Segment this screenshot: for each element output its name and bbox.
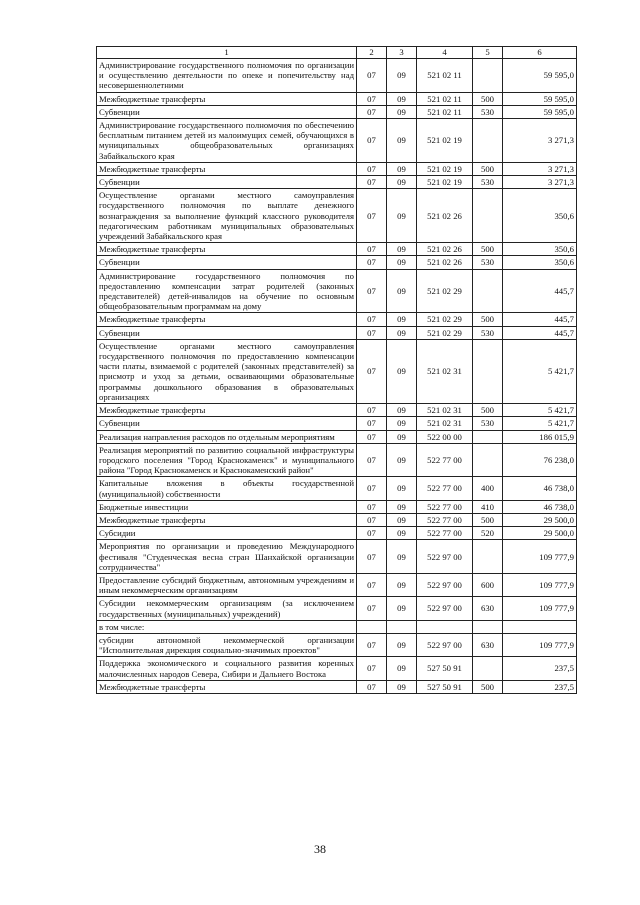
subsection-code: 09: [387, 313, 417, 326]
table-row: [97, 59, 577, 93]
expense-type-code: 500: [473, 92, 503, 105]
expense-name: субсидии автономной некоммерческой организации "Исполнительная дирекция социально-значимых проектов": [97, 633, 357, 656]
amount: 350,6: [503, 189, 577, 243]
expense-name: Субсидии некоммерческим организациям (за исключением государственных (муниципальных) учреждений): [97, 597, 357, 620]
subsection-code: 09: [387, 417, 417, 430]
section-code: 07: [357, 326, 387, 339]
section-code: 07: [357, 176, 387, 189]
amount: 29 500,0: [503, 527, 577, 540]
subsection-code: 09: [387, 256, 417, 269]
subsection-code: 09: [387, 189, 417, 243]
expense-type-code: [473, 189, 503, 243]
target-article-code: 521 02 19: [417, 176, 473, 189]
amount: 3 271,3: [503, 119, 577, 163]
amount: 5 421,7: [503, 417, 577, 430]
expense-name: Поддержка экономического и социального развития коренных малочисленных народов Севера, Сибири и Дальнего Востока: [97, 657, 357, 680]
subsection-code: [387, 620, 417, 633]
table-row: [97, 162, 577, 175]
subsection-code: 09: [387, 326, 417, 339]
expense-type-code: [473, 540, 503, 574]
subsection-code: 09: [387, 59, 417, 93]
expense-type-code: 500: [473, 680, 503, 693]
subsection-code: 09: [387, 527, 417, 540]
table-row: [97, 339, 577, 403]
target-article-code: 521 02 11: [417, 59, 473, 93]
table-row: [97, 326, 577, 339]
target-article-code: 521 02 31: [417, 417, 473, 430]
expense-name: Субвенции: [97, 176, 357, 189]
expense-name: Субвенции: [97, 417, 357, 430]
expense-name: Реализация направления расходов по отдельным мероприятиям: [97, 430, 357, 443]
subsection-code: 09: [387, 339, 417, 403]
target-article-code: 521 02 29: [417, 313, 473, 326]
expense-type-code: 500: [473, 162, 503, 175]
expense-type-code: [473, 443, 503, 477]
amount: 237,5: [503, 680, 577, 693]
subsection-code: 09: [387, 404, 417, 417]
column-header-1: 1: [97, 47, 357, 59]
table-body: [97, 59, 577, 694]
section-code: 07: [357, 313, 387, 326]
target-article-code: 527 50 91: [417, 657, 473, 680]
subsection-code: 09: [387, 269, 417, 313]
section-code: 07: [357, 573, 387, 596]
expense-type-code: 530: [473, 105, 503, 118]
expense-name: Реализация мероприятий по развитию социальной инфраструктуры городского поселения "Город Краснокаменск" и муниципального района "Город Краснокаменск и Краснокаменский район": [97, 443, 357, 477]
expense-name: Администрирование государственного полномочия по предоставлению компенсации затрат родителей (законных представителей) детей-инвалидов на обучение по основным общеобразовательным программам на дому: [97, 269, 357, 313]
expense-name: Бюджетные инвестиции: [97, 500, 357, 513]
section-code: 07: [357, 92, 387, 105]
table-row: [97, 620, 577, 633]
target-article-code: 522 97 00: [417, 573, 473, 596]
amount: 59 595,0: [503, 92, 577, 105]
target-article-code: 521 02 29: [417, 326, 473, 339]
target-article-code: 522 00 00: [417, 430, 473, 443]
target-article-code: 521 02 26: [417, 256, 473, 269]
table-row: [97, 597, 577, 620]
target-article-code: 521 02 31: [417, 339, 473, 403]
amount: 445,7: [503, 326, 577, 339]
table-row: [97, 573, 577, 596]
table-row: [97, 176, 577, 189]
table-row: [97, 443, 577, 477]
section-code: 07: [357, 119, 387, 163]
expense-type-code: [473, 59, 503, 93]
table-row: [97, 540, 577, 574]
table-row: [97, 243, 577, 256]
expense-type-code: 410: [473, 500, 503, 513]
expense-name: Межбюджетные трансферты: [97, 92, 357, 105]
section-code: 07: [357, 243, 387, 256]
subsection-code: 09: [387, 540, 417, 574]
subsection-code: 09: [387, 92, 417, 105]
expense-name: Осуществление органами местного самоуправления государственного полномочия по выплате денежного вознаграждения за выполнение функций классного руководителя педагогическим работникам муниципальных образовательных учреждений Забайкальского края: [97, 189, 357, 243]
table-row: [97, 430, 577, 443]
expense-name: Субвенции: [97, 256, 357, 269]
expense-type-code: 630: [473, 633, 503, 656]
target-article-code: 521 02 11: [417, 105, 473, 118]
amount: 445,7: [503, 269, 577, 313]
section-code: 07: [357, 269, 387, 313]
amount: 59 595,0: [503, 105, 577, 118]
amount: 59 595,0: [503, 59, 577, 93]
section-code: 07: [357, 513, 387, 526]
expense-name: Межбюджетные трансферты: [97, 513, 357, 526]
expense-type-code: [473, 657, 503, 680]
target-article-code: 521 02 19: [417, 162, 473, 175]
table-row: [97, 657, 577, 680]
expense-type-code: 400: [473, 477, 503, 500]
table-row: [97, 92, 577, 105]
amount: 3 271,3: [503, 162, 577, 175]
expense-type-code: [473, 339, 503, 403]
amount: 350,6: [503, 243, 577, 256]
expense-type-code: 530: [473, 417, 503, 430]
subsection-code: 09: [387, 573, 417, 596]
subsection-code: 09: [387, 162, 417, 175]
target-article-code: 521 02 31: [417, 404, 473, 417]
column-header-3: 3: [387, 47, 417, 59]
expense-name: Осуществление органами местного самоуправления государственного полномочия по предоставлению компенсации части платы, взимаемой с родителей (законных представителей) за присмотр и уход за детьми, осваивающими образовательные программы дошкольного образования в образовательных организациях: [97, 339, 357, 403]
amount: 76 238,0: [503, 443, 577, 477]
target-article-code: 522 97 00: [417, 540, 473, 574]
target-article-code: 522 77 00: [417, 443, 473, 477]
target-article-code: 522 77 00: [417, 500, 473, 513]
section-code: 07: [357, 527, 387, 540]
expense-type-code: 500: [473, 404, 503, 417]
amount: 109 777,9: [503, 633, 577, 656]
column-header-4: 4: [417, 47, 473, 59]
expense-type-code: [473, 269, 503, 313]
table-row: [97, 477, 577, 500]
section-code: 07: [357, 256, 387, 269]
expense-name: Предоставление субсидий бюджетным, автономным учреждениям и иным некоммерческим организациям: [97, 573, 357, 596]
table-row: [97, 269, 577, 313]
budget-table: [96, 46, 577, 694]
expense-name: Межбюджетные трансферты: [97, 313, 357, 326]
expense-name: Межбюджетные трансферты: [97, 404, 357, 417]
table-row: [97, 680, 577, 693]
expense-name: Межбюджетные трансферты: [97, 680, 357, 693]
amount: 29 500,0: [503, 513, 577, 526]
section-code: 07: [357, 430, 387, 443]
subsection-code: 09: [387, 443, 417, 477]
target-article-code: [417, 620, 473, 633]
amount: 46 738,0: [503, 477, 577, 500]
section-code: 07: [357, 417, 387, 430]
header-row: [97, 47, 577, 59]
expense-name: Межбюджетные трансферты: [97, 243, 357, 256]
target-article-code: 521 02 26: [417, 243, 473, 256]
expense-type-code: 530: [473, 256, 503, 269]
amount: 109 777,9: [503, 540, 577, 574]
subsection-code: 09: [387, 176, 417, 189]
expense-name: Мероприятия по организации и проведению Международного фестиваля "Студенческая весна стран Шанхайской организации сотрудничества": [97, 540, 357, 574]
expense-name: Субсидии: [97, 527, 357, 540]
expense-name: Субвенции: [97, 326, 357, 339]
section-code: 07: [357, 540, 387, 574]
subsection-code: 09: [387, 477, 417, 500]
section-code: [357, 620, 387, 633]
table-row: [97, 119, 577, 163]
amount: 109 777,9: [503, 573, 577, 596]
table-row: [97, 417, 577, 430]
table-row: [97, 105, 577, 118]
table-row: [97, 256, 577, 269]
expense-type-code: 500: [473, 243, 503, 256]
target-article-code: 521 02 11: [417, 92, 473, 105]
section-code: 07: [357, 657, 387, 680]
target-article-code: 521 02 29: [417, 269, 473, 313]
section-code: 07: [357, 105, 387, 118]
section-code: 07: [357, 189, 387, 243]
section-code: 07: [357, 59, 387, 93]
target-article-code: 522 77 00: [417, 477, 473, 500]
expense-name: Администрирование государственного полномочия по обеспечению бесплатным питанием детей из малоимущих семей, обучающихся в муниципальных общеобразовательных организациях Забайкальского края: [97, 119, 357, 163]
amount: 5 421,7: [503, 404, 577, 417]
amount: 350,6: [503, 256, 577, 269]
section-code: 07: [357, 633, 387, 656]
target-article-code: 522 77 00: [417, 527, 473, 540]
subsection-code: 09: [387, 119, 417, 163]
expense-type-code: [473, 119, 503, 163]
target-article-code: 521 02 26: [417, 189, 473, 243]
amount: 186 015,9: [503, 430, 577, 443]
target-article-code: 522 97 00: [417, 597, 473, 620]
subsection-code: 09: [387, 513, 417, 526]
amount: [503, 620, 577, 633]
expense-type-code: 530: [473, 176, 503, 189]
subsection-code: 09: [387, 680, 417, 693]
expense-type-code: 530: [473, 326, 503, 339]
amount: 445,7: [503, 313, 577, 326]
expense-type-code: 630: [473, 597, 503, 620]
target-article-code: 527 50 91: [417, 680, 473, 693]
subsection-code: 09: [387, 597, 417, 620]
target-article-code: 522 97 00: [417, 633, 473, 656]
expense-name: Субвенции: [97, 105, 357, 118]
expense-type-code: 600: [473, 573, 503, 596]
expense-type-code: 500: [473, 313, 503, 326]
section-code: 07: [357, 500, 387, 513]
amount: 237,5: [503, 657, 577, 680]
table-row: [97, 404, 577, 417]
expense-type-code: [473, 430, 503, 443]
target-article-code: 522 77 00: [417, 513, 473, 526]
section-code: 07: [357, 404, 387, 417]
expense-name: в том числе:: [97, 620, 357, 633]
subsection-code: 09: [387, 430, 417, 443]
target-article-code: 521 02 19: [417, 119, 473, 163]
section-code: 07: [357, 597, 387, 620]
expense-name: Администрирование государственного полномочия по организации и осуществлению деятельности по опеке и попечительству над несовершеннолетними: [97, 59, 357, 93]
column-header-6: 6: [503, 47, 577, 59]
subsection-code: 09: [387, 500, 417, 513]
amount: 46 738,0: [503, 500, 577, 513]
section-code: 07: [357, 680, 387, 693]
column-header-5: 5: [473, 47, 503, 59]
subsection-code: 09: [387, 105, 417, 118]
expense-name: Капитальные вложения в объекты государственной (муниципальной) собственности: [97, 477, 357, 500]
subsection-code: 09: [387, 633, 417, 656]
section-code: 07: [357, 162, 387, 175]
column-header-2: 2: [357, 47, 387, 59]
section-code: 07: [357, 477, 387, 500]
table-row: [97, 313, 577, 326]
page-number: 38: [314, 842, 326, 856]
section-code: 07: [357, 443, 387, 477]
expense-type-code: 500: [473, 513, 503, 526]
table-row: [97, 527, 577, 540]
section-code: 07: [357, 339, 387, 403]
expense-type-code: 520: [473, 527, 503, 540]
expense-name: Межбюджетные трансферты: [97, 162, 357, 175]
amount: 109 777,9: [503, 597, 577, 620]
subsection-code: 09: [387, 657, 417, 680]
table-row: [97, 189, 577, 243]
table-row: [97, 513, 577, 526]
expense-type-code: [473, 620, 503, 633]
amount: 5 421,7: [503, 339, 577, 403]
subsection-code: 09: [387, 243, 417, 256]
amount: 3 271,3: [503, 176, 577, 189]
table-row: [97, 633, 577, 656]
table-row: [97, 500, 577, 513]
